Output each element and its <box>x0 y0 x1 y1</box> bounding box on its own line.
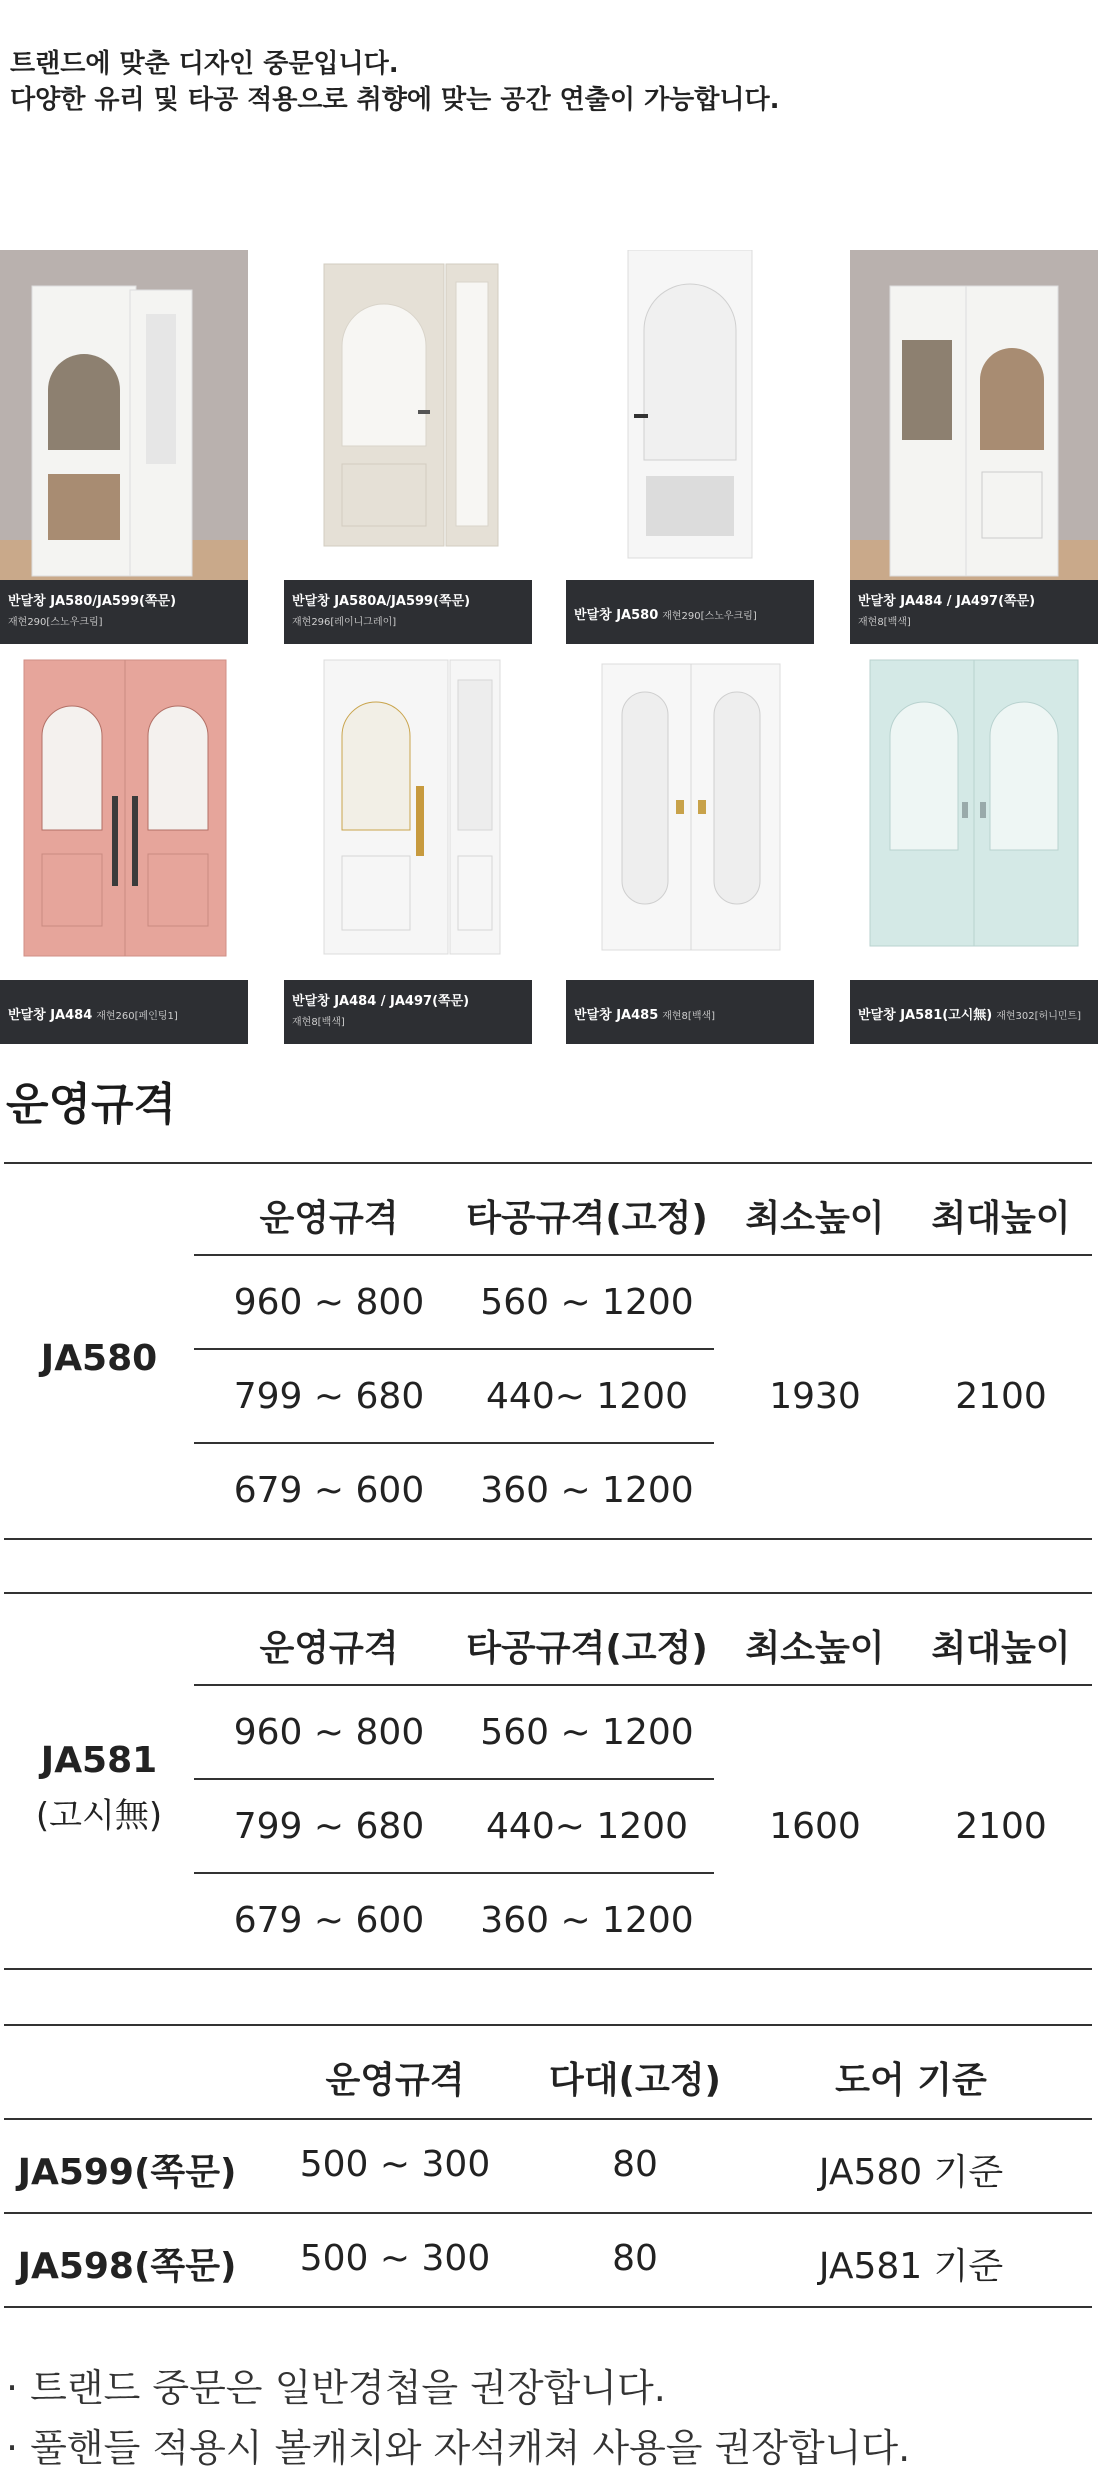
door-image <box>850 650 1098 984</box>
product-name: 반달창 JA484 / JA497(쪽문) <box>858 594 1036 609</box>
header-hole-size: 타공규격(고정) <box>466 1198 708 1239</box>
intro-line-2: 다양한 유리 및 타공 적용으로 취향에 맞는 공간 연출이 가능합니다. <box>10 85 780 115</box>
door-image <box>566 250 814 584</box>
max-height-value: 2100 <box>955 1376 1047 1417</box>
product-caption <box>850 980 1098 1044</box>
product-name: 반달창 JA485 <box>574 1008 659 1023</box>
model-name: JA599(쪽문) <box>17 2152 237 2193</box>
hole-cell: 560 ~ 1200 <box>480 1712 694 1753</box>
product-caption <box>284 980 532 1044</box>
range-cell: 679 ~ 600 <box>233 1470 425 1511</box>
product-finish: 재현8[백색] <box>858 617 911 628</box>
row-divider <box>4 2212 1092 2214</box>
notes <box>6 2358 910 2478</box>
door-image <box>566 650 814 984</box>
product-finish: 재현290[스노우크림] <box>8 617 103 628</box>
frame-cell: 80 <box>612 2238 658 2279</box>
product-caption <box>284 580 532 644</box>
range-cell: 799 ~ 680 <box>233 1376 425 1417</box>
intro-line-1: 트랜드에 맞춘 디자인 중문입니다. <box>10 49 399 79</box>
product-caption <box>566 980 814 1044</box>
hole-cell: 360 ~ 1200 <box>480 1900 694 1941</box>
door-image <box>0 650 248 984</box>
product-card <box>850 250 1098 644</box>
product-finish: 재현290[스노우크림] <box>662 611 757 622</box>
header-min-height: 최소높이 <box>745 1198 885 1239</box>
product-name-line <box>574 604 806 623</box>
header-operating-size: 운영규격 <box>259 1198 399 1239</box>
max-height-value: 2100 <box>955 1806 1047 1847</box>
spec-table-ja580 <box>4 1162 1092 1542</box>
product-card <box>284 250 532 644</box>
table-top-border <box>4 1162 1092 1164</box>
spec-table-ja581 <box>4 1592 1092 1972</box>
table-bottom-border <box>4 1968 1092 1970</box>
header-operating-size: 운영규격 <box>259 1628 399 1669</box>
product-name: 반달창 JA581(고시無) <box>858 1008 993 1023</box>
header-min-height: 최소높이 <box>745 1628 885 1669</box>
basis-cell: JA580 기준 <box>818 2152 1004 2193</box>
header-operating-size: 운영규격 <box>325 2060 465 2101</box>
product-card <box>566 250 814 644</box>
range-cell: 500 ~ 300 <box>299 2238 491 2279</box>
product-finish: 재현296[레이니그레이] <box>292 617 397 628</box>
frame-cell: 80 <box>612 2144 658 2185</box>
range-cell: 799 ~ 680 <box>233 1806 425 1847</box>
hole-cell: 440~ 1200 <box>486 1806 688 1847</box>
header-divider <box>4 2118 1092 2120</box>
product-caption <box>850 580 1098 644</box>
product-caption <box>566 580 814 644</box>
table-bottom-border <box>4 1538 1092 1540</box>
basis-cell: JA581 기준 <box>818 2246 1004 2287</box>
product-card <box>850 650 1098 1044</box>
intro-text <box>10 46 779 118</box>
product-name: 반달창 JA580 <box>574 608 659 623</box>
product-card <box>284 650 532 1044</box>
spec-table-side-panels <box>4 2024 1092 2310</box>
range-cell: 679 ~ 600 <box>233 1900 425 1941</box>
note-item: · 풀핸들 적용시 볼캐치와 자석캐쳐 사용을 권장합니다. <box>6 2426 911 2470</box>
product-card <box>0 650 248 1044</box>
hole-cell: 560 ~ 1200 <box>480 1282 694 1323</box>
product-caption <box>0 580 248 644</box>
table-top-border <box>4 2024 1092 2026</box>
product-name-line <box>574 1004 806 1023</box>
model-note: (고시無) <box>35 1796 163 1836</box>
min-height-value: 1600 <box>769 1806 861 1847</box>
row-divider <box>194 1872 714 1874</box>
product-name-line <box>8 1004 240 1023</box>
header-divider <box>194 1254 1092 1256</box>
hole-cell: 360 ~ 1200 <box>480 1470 694 1511</box>
door-image <box>284 250 532 584</box>
section-title: 운영규격 <box>6 1079 177 1130</box>
min-height-value: 1930 <box>769 1376 861 1417</box>
range-cell: 960 ~ 800 <box>233 1282 425 1323</box>
note-item: · 트랜드 중문은 일반경첩을 권장합니다. <box>6 2366 666 2410</box>
model-name: JA580 <box>40 1338 158 1379</box>
product-card <box>0 250 248 644</box>
range-cell: 500 ~ 300 <box>299 2144 491 2185</box>
door-image <box>0 250 248 584</box>
product-card <box>566 650 814 1044</box>
table-bottom-border <box>4 2306 1092 2308</box>
model-name: JA581 <box>40 1740 158 1781</box>
door-image <box>850 250 1098 584</box>
product-finish: 재현260[페인팅1] <box>96 1011 178 1022</box>
header-hole-size: 타공규격(고정) <box>466 1628 708 1669</box>
product-finish: 재현302[허니민트] <box>996 1011 1082 1022</box>
product-finish: 재현8[백색] <box>292 1017 345 1028</box>
row-divider <box>194 1348 714 1350</box>
header-divider <box>194 1684 1092 1686</box>
header-frame: 다대(고정) <box>548 2060 721 2101</box>
row-divider <box>194 1442 714 1444</box>
product-name: 반달창 JA484 / JA497(쪽문) <box>292 994 470 1009</box>
header-max-height: 최대높이 <box>931 1628 1071 1669</box>
product-name-line <box>858 1004 1090 1023</box>
range-cell: 960 ~ 800 <box>233 1712 425 1753</box>
product-finish: 재현8[백색] <box>662 1011 716 1022</box>
table-top-border <box>4 1592 1092 1594</box>
product-name: 반달창 JA484 <box>8 1008 93 1023</box>
product-name: 반달창 JA580/JA599(쪽문) <box>8 594 177 609</box>
header-door-basis: 도어 기준 <box>835 2060 987 2101</box>
door-image <box>284 650 532 984</box>
row-divider <box>194 1778 714 1780</box>
product-name: 반달창 JA580A/JA599(쪽문) <box>292 594 471 609</box>
header-max-height: 최대높이 <box>931 1198 1071 1239</box>
model-name: JA598(쪽문) <box>17 2246 237 2287</box>
product-caption <box>0 980 248 1044</box>
hole-cell: 440~ 1200 <box>486 1376 688 1417</box>
